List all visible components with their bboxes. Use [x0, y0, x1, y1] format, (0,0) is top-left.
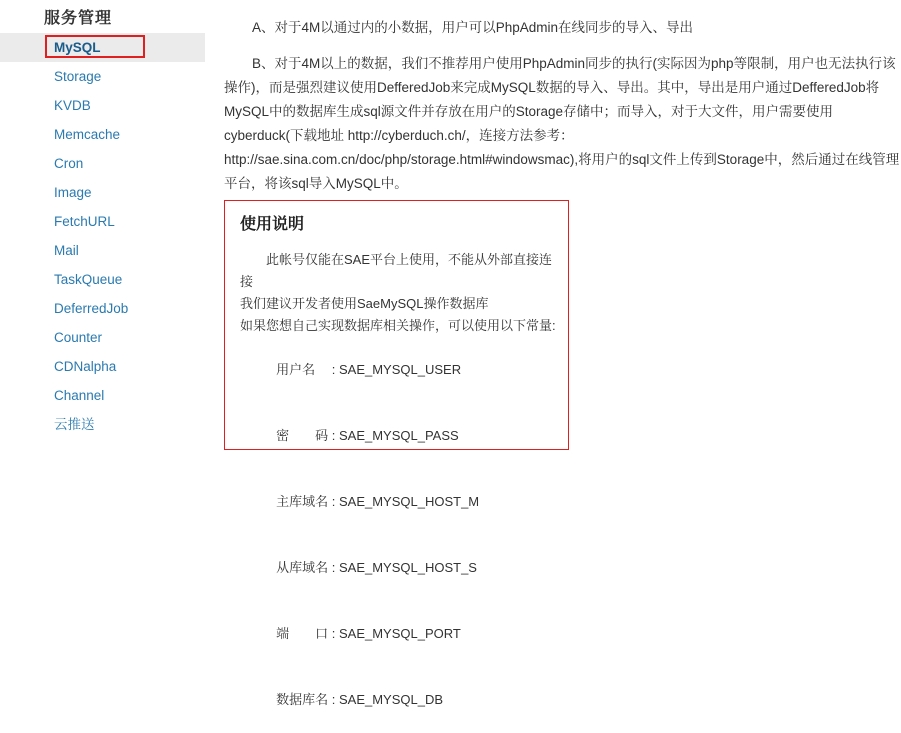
sidebar-item-fetchurl[interactable] — [0, 207, 205, 236]
usage-constant-value: SAE_MYSQL_DB — [338, 692, 444, 707]
sidebar-item-mysql[interactable] — [0, 33, 205, 62]
usage-constant-row — [240, 469, 560, 535]
sidebar-item-taskqueue[interactable] — [0, 265, 205, 294]
sidebar-item-counter[interactable] — [0, 323, 205, 352]
sidebar-item-push[interactable] — [0, 410, 205, 439]
sidebar-item-label: Memcache — [54, 127, 121, 142]
sidebar-item-storage[interactable] — [0, 62, 205, 91]
sidebar-menu — [0, 33, 205, 439]
paragraph-a: A、对于4M以通过内的小数据，用户可以PhpAdmin在线同步的导入、导出 — [252, 20, 694, 35]
usage-constant-row — [240, 667, 560, 733]
usage-constant-separator: : — [328, 560, 339, 575]
sidebar-item-label: Channel — [54, 388, 105, 403]
sidebar-item-label: DeferredJob — [54, 301, 129, 316]
usage-instructions-box — [224, 200, 569, 707]
usage-constant-row — [240, 601, 560, 667]
sidebar-item-label: CDNalpha — [54, 359, 117, 374]
usage-constant-key: 密 码 — [276, 428, 329, 443]
usage-constant-separator: : — [328, 428, 339, 443]
usage-constant-value: SAE_MYSQL_PORT — [338, 626, 461, 641]
usage-constant-separator: : — [328, 362, 339, 377]
usage-constant-value: SAE_MYSQL_USER — [338, 362, 462, 377]
sidebar-item-label: Image — [54, 185, 92, 200]
usage-title: 使用说明 — [240, 216, 305, 233]
usage-body — [240, 249, 560, 733]
usage-constant-key: 端 口 — [276, 626, 329, 641]
usage-line-3: 如果您想自己实现数据库相关操作，可以使用以下常量: — [240, 318, 556, 333]
usage-constant-row — [240, 403, 560, 469]
sidebar-item-label: KVDB — [54, 98, 91, 113]
usage-line-1: 此帐号仅能在SAE平台上使用，不能从外部直接连接 — [240, 252, 553, 289]
sidebar-item-image[interactable] — [0, 178, 205, 207]
usage-constant-key: 从库域名 — [276, 560, 329, 575]
usage-constant-value: SAE_MYSQL_HOST_S — [338, 560, 477, 575]
sidebar-item-memcache[interactable] — [0, 120, 205, 149]
sidebar-item-label: Mail — [54, 243, 79, 258]
sidebar-item-channel[interactable] — [0, 381, 205, 410]
usage-constant-separator: : — [328, 692, 339, 707]
usage-constant-value: SAE_MYSQL_PASS — [338, 428, 459, 443]
usage-constant-row — [240, 535, 560, 601]
sidebar-item-mail[interactable] — [0, 236, 205, 265]
sidebar-item-label: TaskQueue — [54, 272, 123, 287]
sidebar-title: 服务管理 — [44, 10, 113, 27]
sidebar — [0, 0, 205, 450]
main-content — [224, 0, 901, 707]
sidebar-item-label: FetchURL — [54, 214, 115, 229]
sidebar-item-label: Counter — [54, 330, 103, 345]
usage-line-2: 我们建议开发者使用SaeMySQL操作数据库 — [240, 296, 489, 311]
sidebar-item-label: Storage — [54, 69, 102, 84]
usage-constant-value: SAE_MYSQL_HOST_M — [338, 494, 480, 509]
sidebar-item-cron[interactable] — [0, 149, 205, 178]
usage-constant-key: 用户名 — [276, 362, 329, 377]
usage-constant-separator: : — [328, 626, 339, 641]
usage-constant-key: 主库域名 — [276, 494, 329, 509]
sidebar-item-label: 云推送 — [54, 417, 95, 432]
paragraph-b: B、对于4M以上的数据，我们不推荐用户使用PhpAdmin同步的执行(实际因为php等限制，用户也无法执行该操作)，而是强烈建议使用DefferedJob来完成MySQL数据的导入、导出。其中，导出是用户通过DefferedJob将MySQL中的数据库生成sql源文件并存放在用户的Storage存储中；而导入，对于大文件，用户需要使用cyberduck(下载地址 http://cyberduch.ch/，连接方法参考：http://sae.sina.com.cn/doc/php/storage.html#windowsmac),将用户的sql文件上传到Storage中，然后通过在线管理平台，将该sql导入MySQL中。 — [224, 56, 900, 191]
sidebar-item-label: Cron — [54, 156, 84, 171]
sidebar-item-deferredjob[interactable] — [0, 294, 205, 323]
usage-constant-key: 数据库名 — [276, 692, 329, 707]
sidebar-item-label: MySQL — [54, 40, 101, 55]
sidebar-item-cdnalpha[interactable] — [0, 352, 205, 381]
sidebar-item-kvdb[interactable] — [0, 91, 205, 120]
usage-constant-row — [240, 337, 560, 403]
usage-constant-separator: : — [328, 494, 339, 509]
